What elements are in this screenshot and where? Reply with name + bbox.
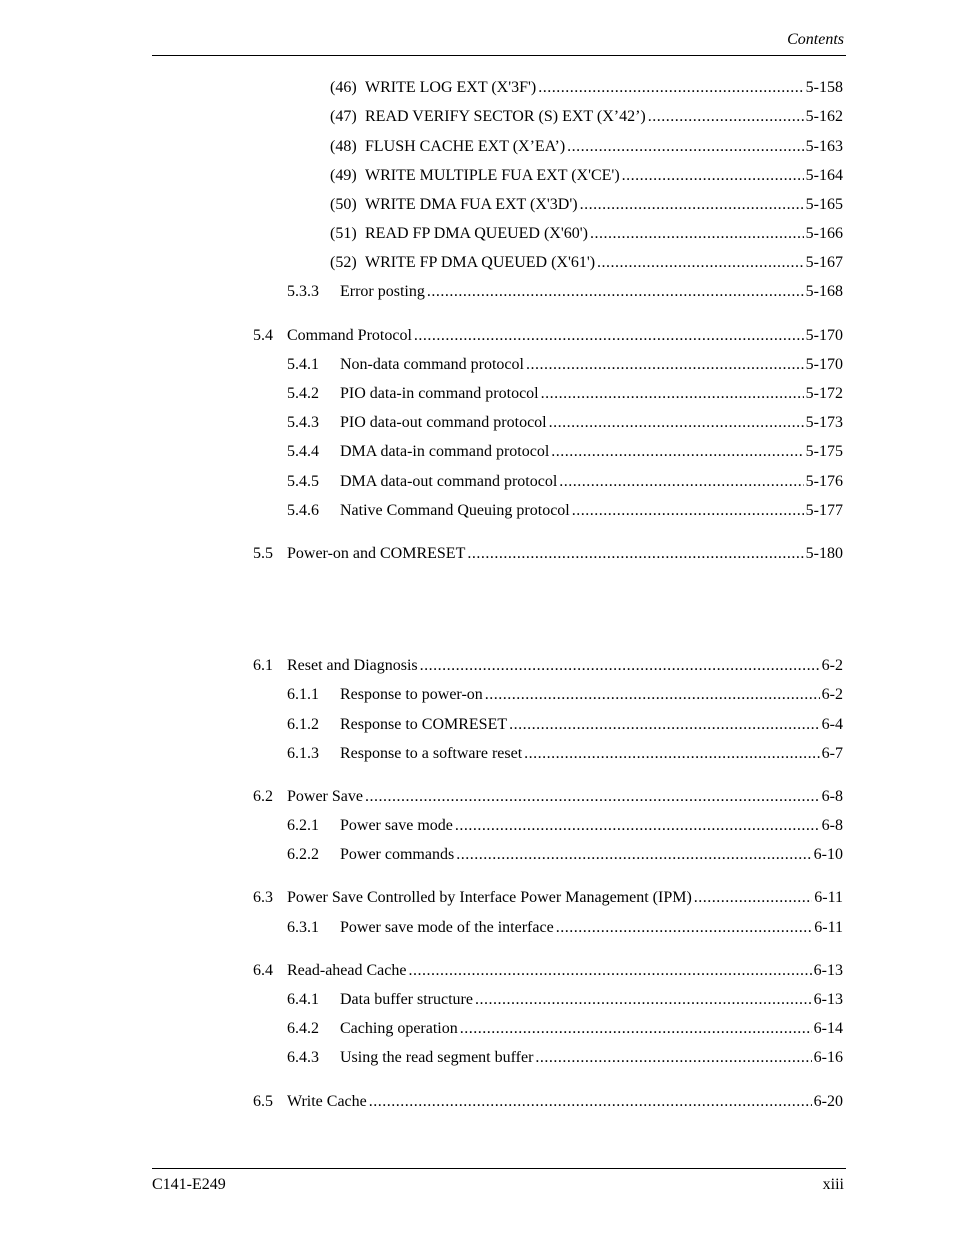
toc-number: (48) (330, 138, 357, 155)
toc-entry[interactable] (253, 961, 843, 981)
footer-rule (152, 1168, 846, 1169)
toc-number: 5.4.4 (287, 443, 319, 460)
toc-number: (49) (330, 167, 357, 184)
toc-number: 5.4.3 (287, 414, 319, 431)
toc-number: (50) (330, 196, 357, 213)
toc-leader (365, 787, 820, 807)
toc-number: 5.4.2 (287, 385, 319, 402)
toc-entry[interactable] (253, 656, 843, 676)
toc-number: 6.4.2 (287, 1020, 319, 1037)
toc-entry[interactable] (287, 282, 843, 302)
toc-title: PIO data-out command protocol (340, 414, 547, 431)
toc-page: 5-165 (805, 196, 843, 213)
toc-page: 6-14 (813, 1020, 843, 1037)
toc-entry[interactable] (287, 990, 843, 1010)
toc-page: 6-2 (821, 657, 843, 674)
toc-title: Write Cache (287, 1093, 367, 1110)
toc-number: 5.5 (253, 545, 273, 562)
toc-leader (414, 326, 804, 346)
toc-leader (580, 195, 804, 215)
toc-entry[interactable] (253, 1092, 843, 1112)
toc-number: 5.3.3 (287, 283, 319, 300)
toc-number: 6.1.2 (287, 716, 319, 733)
toc-page: 5-170 (805, 327, 843, 344)
toc-page: 5-177 (805, 502, 843, 519)
toc-page: 6-16 (813, 1049, 843, 1066)
toc-title: Native Command Queuing protocol (340, 502, 570, 519)
toc-leader (408, 961, 811, 981)
toc-title: WRITE LOG EXT (X'3F') (365, 79, 537, 96)
toc-entry[interactable] (287, 685, 843, 705)
toc-entry[interactable] (287, 501, 843, 521)
toc-title: Response to COMRESET (340, 716, 508, 733)
toc-leader (427, 282, 804, 302)
toc-title: Error posting (340, 283, 425, 300)
toc-entry[interactable] (287, 715, 843, 735)
toc-leader (467, 544, 803, 564)
toc-leader (369, 1092, 812, 1112)
toc-title: Power save mode (340, 817, 453, 834)
toc-number: 6.4.3 (287, 1049, 319, 1066)
toc-page: 5-173 (805, 414, 843, 431)
toc-title: Read-ahead Cache (287, 962, 407, 979)
toc-number: 6.2 (253, 788, 273, 805)
toc-leader (475, 990, 812, 1010)
toc-page: 6-8 (821, 788, 843, 805)
toc-leader (485, 685, 820, 705)
toc-number: 5.4.6 (287, 502, 319, 519)
footer-doc-code: C141-E249 (152, 1176, 226, 1193)
toc-page: 5-172 (805, 385, 843, 402)
toc-entry[interactable] (330, 195, 843, 215)
toc-leader (551, 442, 803, 462)
toc-entry[interactable] (253, 326, 843, 346)
toc-entry[interactable] (287, 918, 843, 938)
toc-number: 6.1 (253, 657, 273, 674)
toc-page: 6-7 (821, 745, 843, 762)
toc-title: READ VERIFY SECTOR (S) EXT (X’42’) (365, 108, 646, 125)
toc-title: Command Protocol (287, 327, 412, 344)
toc-page: 6-2 (821, 686, 843, 703)
toc-entry[interactable] (253, 888, 843, 908)
toc-number: (52) (330, 254, 357, 271)
toc-leader (535, 1048, 811, 1068)
toc-entry[interactable] (330, 107, 843, 127)
toc-leader (460, 1019, 812, 1039)
toc-page: 5-170 (805, 356, 843, 373)
toc-number: 5.4.5 (287, 473, 319, 490)
toc-leader (597, 253, 804, 273)
toc-leader (556, 918, 813, 938)
toc-title: Using the read segment buffer (340, 1049, 534, 1066)
toc-page: 5-166 (805, 225, 843, 242)
toc-number: 6.1.1 (287, 686, 319, 703)
toc-title: Power Save (287, 788, 363, 805)
toc-page: 6-13 (813, 962, 843, 979)
toc-number: 6.5 (253, 1093, 273, 1110)
toc-number: 6.2.1 (287, 817, 319, 834)
toc-entry[interactable] (330, 224, 843, 244)
toc-number: 6.3 (253, 889, 273, 906)
toc-page: 5-158 (805, 79, 843, 96)
toc-page: 5-175 (805, 443, 843, 460)
toc-number: 6.4.1 (287, 991, 319, 1008)
toc-leader (694, 888, 812, 908)
toc-title: Reset and Diagnosis (287, 657, 418, 674)
toc-leader (572, 501, 804, 521)
toc-leader (420, 656, 820, 676)
toc-entry[interactable] (287, 472, 843, 492)
toc-entry[interactable] (287, 816, 843, 836)
toc-title: FLUSH CACHE EXT (X’EA’) (365, 138, 566, 155)
toc-page: 6-8 (821, 817, 843, 834)
toc-number: (51) (330, 225, 357, 242)
toc-title: Power commands (340, 846, 455, 863)
toc-entry[interactable] (253, 544, 843, 564)
toc-title: Power Save Controlled by Interface Power Management (IPM) (287, 889, 692, 906)
toc-title: Data buffer structure (340, 991, 473, 1008)
toc-leader (559, 472, 803, 492)
toc-entry[interactable] (330, 137, 843, 157)
toc-page: 6-10 (813, 846, 843, 863)
toc-leader (567, 137, 804, 157)
toc-page: 6-11 (814, 889, 843, 906)
toc-page: 5-167 (805, 254, 843, 271)
toc-title: Non-data command protocol (340, 356, 524, 373)
toc-entry[interactable] (287, 1019, 843, 1039)
toc-page: 6-13 (813, 991, 843, 1008)
toc-leader (541, 384, 804, 404)
toc-title: READ FP DMA QUEUED (X'60') (365, 225, 588, 242)
toc-page: 5-163 (805, 138, 843, 155)
toc-entry[interactable] (287, 744, 843, 764)
toc-leader (648, 107, 804, 127)
toc-leader (549, 413, 804, 433)
toc-title: Response to power-on (340, 686, 483, 703)
toc-leader (509, 715, 820, 735)
header-rule (152, 55, 846, 56)
toc-title: WRITE DMA FUA EXT (X'3D') (365, 196, 578, 213)
toc-number: 6.2.2 (287, 846, 319, 863)
toc-page: 5-162 (805, 108, 843, 125)
toc-entry[interactable] (287, 442, 843, 462)
toc-leader (526, 355, 804, 375)
toc-entry[interactable] (330, 253, 843, 273)
toc-number: 6.3.1 (287, 919, 319, 936)
toc-entry[interactable] (330, 166, 843, 186)
toc-leader (455, 816, 820, 836)
toc-title: DMA data-out command protocol (340, 473, 558, 490)
toc-entry[interactable] (253, 787, 843, 807)
toc-title: DMA data-in command protocol (340, 443, 550, 460)
toc-title: Power-on and COMRESET (287, 545, 466, 562)
toc-entry[interactable] (287, 384, 843, 404)
toc-leader (590, 224, 804, 244)
toc-leader (622, 166, 804, 186)
toc-entry[interactable] (287, 1048, 843, 1068)
toc-number: 5.4.1 (287, 356, 319, 373)
toc-title: Power save mode of the interface (340, 919, 554, 936)
toc-entry[interactable] (287, 355, 843, 375)
toc-entry[interactable] (330, 78, 843, 98)
toc-title: PIO data-in command protocol (340, 385, 539, 402)
toc-leader (538, 78, 803, 98)
toc-page: 6-4 (821, 716, 843, 733)
toc-page: 6-20 (813, 1093, 843, 1110)
toc-leader (456, 845, 811, 865)
toc-number: 6.4 (253, 962, 273, 979)
toc-number: (47) (330, 108, 357, 125)
toc-title: Caching operation (340, 1020, 458, 1037)
toc-leader (524, 744, 820, 764)
toc-number: (46) (330, 79, 357, 96)
toc-number: 5.4 (253, 327, 273, 344)
toc-page: 5-180 (805, 545, 843, 562)
toc-title: WRITE FP DMA QUEUED (X'61') (365, 254, 596, 271)
toc-page: 5-164 (805, 167, 843, 184)
toc-page: 5-168 (805, 283, 843, 300)
toc-title: Response to a software reset (340, 745, 523, 762)
toc-title: WRITE MULTIPLE FUA EXT (X'CE') (365, 167, 620, 184)
toc-number: 6.1.3 (287, 745, 319, 762)
toc-page: 6-11 (814, 919, 843, 936)
toc-page: 5-176 (805, 473, 843, 490)
footer-page-number: xiii (822, 1176, 844, 1193)
toc-entry[interactable] (287, 413, 843, 433)
header-title: Contents (787, 31, 844, 48)
toc-entry[interactable] (287, 845, 843, 865)
